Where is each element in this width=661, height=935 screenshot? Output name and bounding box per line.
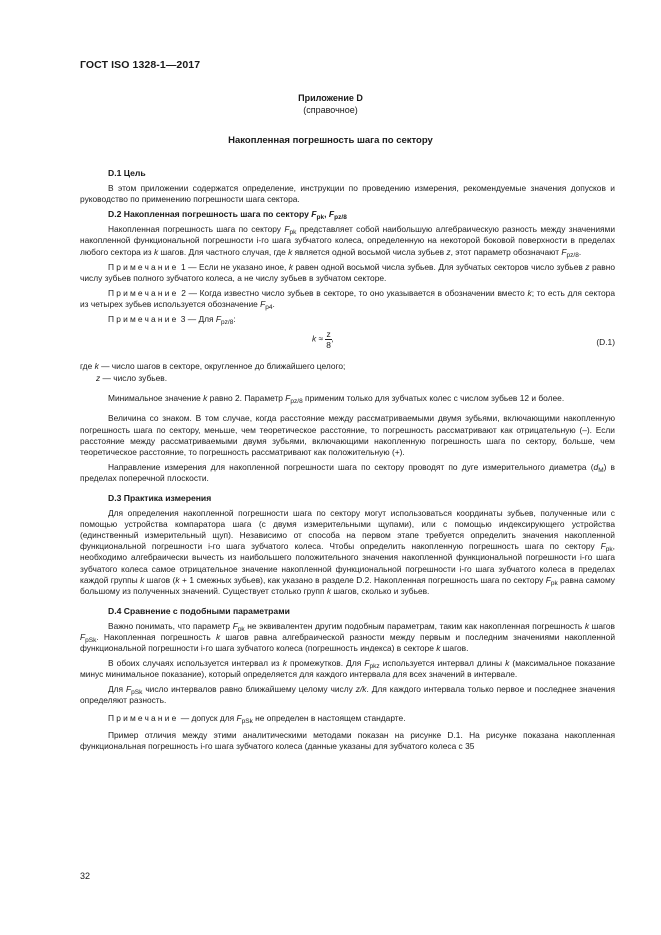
section-d3-heading: D.3 Практика измерения xyxy=(108,492,212,503)
section-d1-paragraph: В этом приложении содержатся определение, инструкции по проведению измерения, рекомендуемые значения допусков и руководство по применению погрешности шага сектора. xyxy=(80,183,615,205)
section-d4-paragraph-3: Для $F_{pSk}$ число интервалов равно ближайшему целому числу z/k. Для каждого интервала только первое и последнее значения определяют разность. xyxy=(80,684,615,706)
section-d4-heading: D.4 Сравнение с подобными параметрами xyxy=(108,605,290,616)
where-z: z — число зубьев. xyxy=(96,373,168,384)
note-3: Примечание 3 — Для $F_{pz/8}$: xyxy=(108,314,236,327)
section-d1-heading: D.1 Цель xyxy=(108,168,146,178)
annex-title: Приложение D xyxy=(298,93,363,103)
section-d2-paragraph-1: Накопленная погрешность шага по сектору $F_{pk}$ представляет собой наибольшую алгебраическую разность между значениями накопленной функциональной погрешности i-го шага зубчатого колеса, определенную на некоторой боковой поверхности в пределах любого сектора из k шагов. Для частного случая, где k является одной восьмой числа зубьев z, этот параметр обозначают $F_{pz/8}$. xyxy=(80,224,615,259)
section-d4-paragraph-4: Пример отличия между этими аналитическими методами показан на рисунке D.1. На рисунке показана накопленная функциональная погрешность i-го шага зубчатого колеса (данные указаны для зубчатого колеса с 35 xyxy=(80,729,615,751)
note-2: Примечание 2 — Когда известно число зубьев в секторе, то оно указывается в обозначении вместо k; то есть для сектора из четырех зубьев используется обозначение $F_{p4}$. xyxy=(80,287,615,311)
section-d4-paragraph-2: В обоих случаях используется интервал из k промежутков. Для $F_{pkz}$ используется интервал длины k (максимальное показание минус минимальное показание), который определяется для каждого интервала для всех значений в интервале. xyxy=(80,658,615,680)
page-number: 32 xyxy=(80,871,91,881)
formula-number: (D.1) xyxy=(596,337,615,348)
formula-d1: k ≈ $\frac{z}{8}$ , (D.1) xyxy=(312,329,615,351)
where-k: где k — число шагов в секторе, округленное до ближайшего целого; xyxy=(80,361,346,372)
section-d4-paragraph-1: Важно понимать, что параметр $F_{pk}$ не эквивалентен другим подобным параметрам, таким как накопленная погрешность k шагов $F_{pSk}$. Накопленная погрешность k шагов равна алгебраической разности между первым и последним значениями накопленной функциональной погрешности i-го шага зубчатого колеса (погрешность индекса) в секторе k шагов. xyxy=(80,620,616,654)
section-d2-heading: D.2 Накопленная погрешность шага по сектору $F_{pk}$, $F_{pz/8}$ xyxy=(108,209,347,222)
formula-denominator: 8 xyxy=(326,340,331,351)
section-d3-paragraph: Для определения накопленной погрешности шага по сектору могут использоваться координаты зубьев, полученные или с помощью устройства компаратора шага (с двумя измерительными щупами), или с помощью индексирующего устройства (единственный измерительный щуп). Независимо от способа на первом этапе требуется определить значения накопленной функциональной погрешности i-го шага зубчатого колеса. Чтобы определить накопленную погрешность шага по сектору $F_{pk}$, необходимо алгебраически вычесть из наибольшего положительного значения накопленной функциональной погрешности i-го шага зубчатого колеса самое отрицательное значение накопленной функциональной погрешности i-го шага зубчатого колеса в пределах каждой группы k шагов (k + 1 смежных зубьев), как указано в разделе D.2. Накопленная погрешность шага по сектору $F_{pk}$ равна самому большому из полученных значений. Существует столько групп k шагов, сколько и зубьев. xyxy=(80,508,615,596)
formula-numerator: z xyxy=(326,329,331,340)
note-d4: Примечание — допуск для $F_{pSk}$ не определен в настоящем стандарте. xyxy=(108,712,406,725)
section-d2-paragraph-2: Минимальное значение k равно 2. Параметр $F_{pz/8}$ применим только для зубчатых колес с числом зубьев 12 и более. xyxy=(108,393,565,406)
standard-header: ГОСТ ISO 1328-1—2017 xyxy=(80,59,201,71)
section-d2-paragraph-4: Направление измерения для накопленной погрешности шага по сектору проводят по дуге измерительного диаметра $(d_M)$ в пределах поперечной плоскости. xyxy=(80,461,615,483)
main-title: Накопленная погрешность шага по сектору xyxy=(228,135,433,146)
note-1: Примечание 1 — Если не указано иное, k равен одной восьмой числа зубьев. Для зубчатых секторов число зубьев z равно числу зубьев полного зубчатого колеса, а не числу зубьев в зубчатом секторе. xyxy=(80,261,615,283)
document-body xyxy=(80,168,615,756)
section-d2-paragraph-3: Величина со знаком. В том случае, когда расстояние между рассматриваемыми двумя зубьями, включающими накопленную погрешность шага по сектору, меньше, чем теоретическое расстояние, то погрешность рассматривают как отрицательную (–). Если расстояние между рассматриваемыми двумя зубьями, включающими накопленную погрешность шага по сектору, больше, чем теоретическое расстояние, то погрешность рассматривают как положительную (+). xyxy=(80,413,615,457)
annex-subtitle: (справочное) xyxy=(303,105,358,115)
